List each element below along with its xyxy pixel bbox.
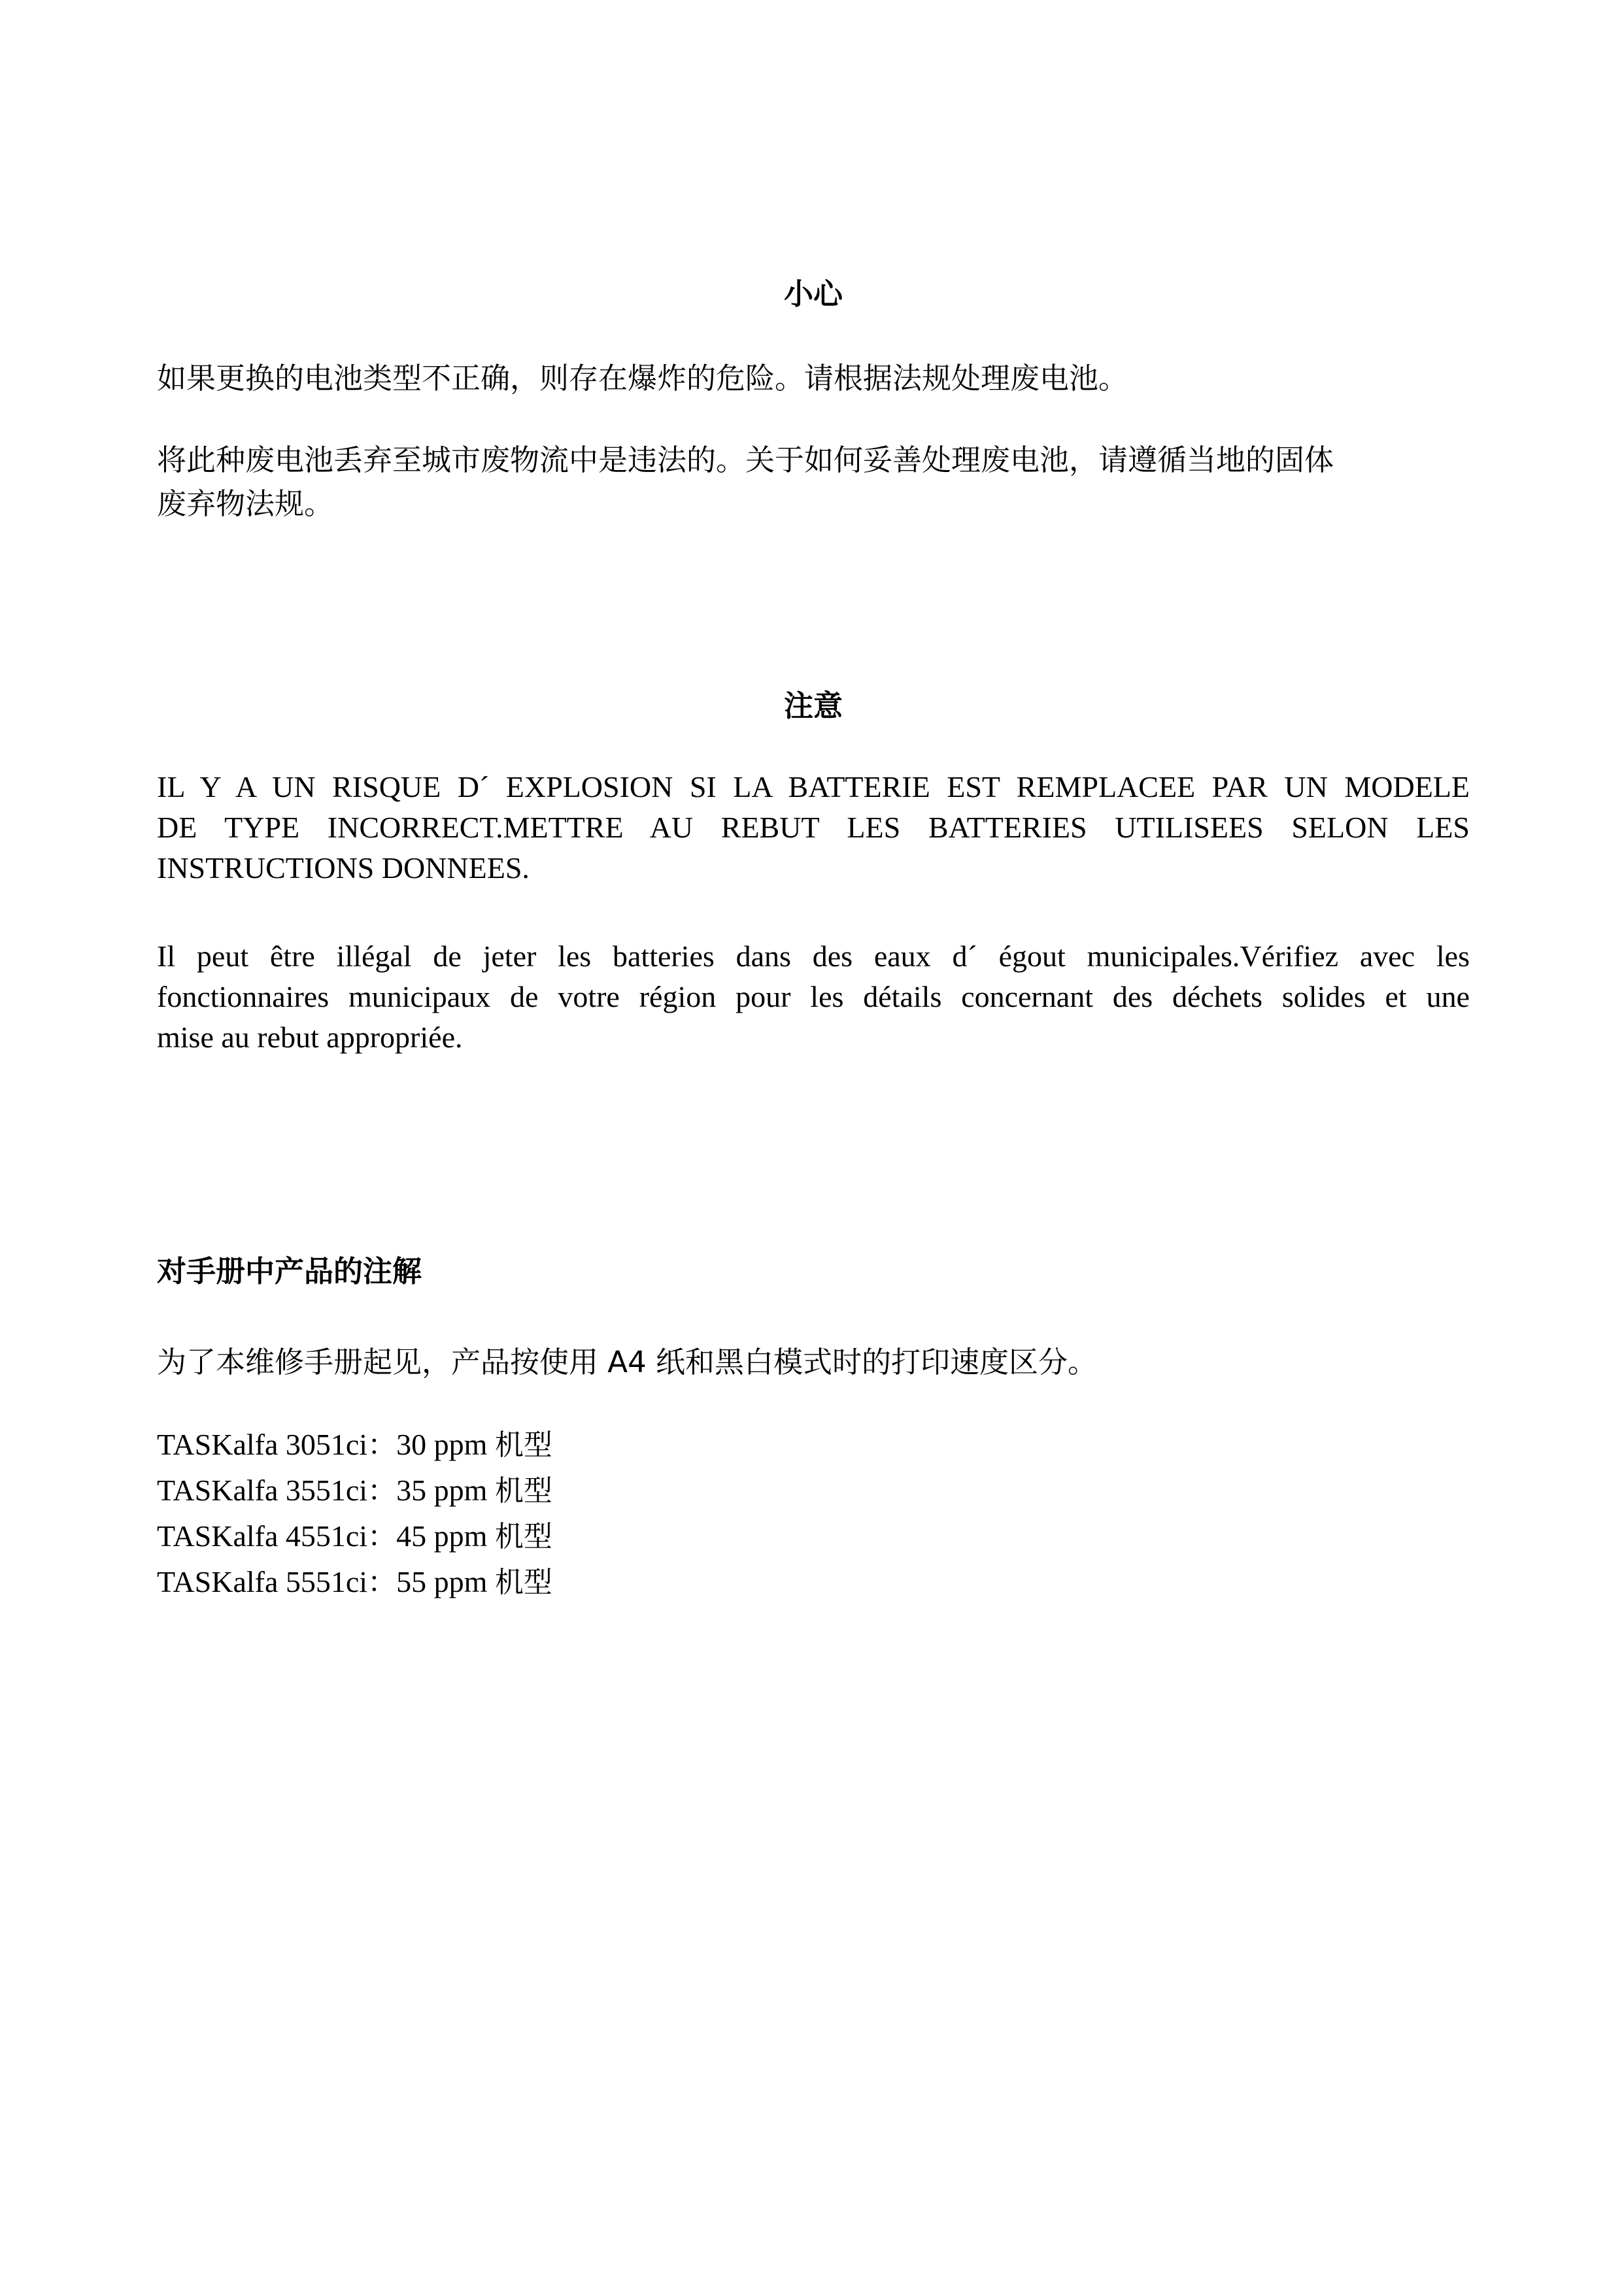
caution-cn-paragraph-1-line: 如果更换的电池类型不正确，则存在爆炸的危险。请根据法规处理废电池。 [157, 361, 1128, 396]
caution-cn-paragraph-2-line-1: 将此种废电池丢弃至城市废物流中是违法的。关于如何妥善处理废电池，请遵循当地的固体 [157, 443, 1334, 477]
caution-cn-paragraph-2-line-2: 废弃物法规。 [157, 486, 334, 521]
caution-fr-title: 注意 [783, 688, 843, 723]
product-notes-intro-line: 为了本维修手册起见，产品按使用 A4 纸和黑白模式时的打印速度区分。 [157, 1345, 1098, 1379]
caution-cn-title: 小心 [783, 277, 843, 311]
model-separator: ： [367, 1520, 397, 1553]
caution-fr-paragraph-2-line-1: Il peut être illégal de jeter les batteries dans des eaux d´ égout municipales.Vérifiez avec les [157, 939, 1470, 973]
caution-fr-paragraph-1 [157, 767, 1470, 888]
model-name: TASKalfa 3551ci [157, 1474, 368, 1507]
model-suffix: 机型 [494, 1474, 552, 1508]
product-notes-intro [157, 1340, 1470, 1384]
model-speed: 30 ppm [396, 1428, 488, 1461]
list-item [157, 1422, 552, 1468]
product-notes-title: 对手册中产品的注解 [157, 1254, 422, 1289]
model-name: TASKalfa 3051ci [157, 1428, 368, 1461]
caution-fr-paragraph-2 [157, 936, 1470, 1058]
model-suffix: 机型 [494, 1566, 552, 1599]
caution-fr-paragraph-1-line-2: DE TYPE INCORRECT.METTRE AU REBUT LES BATTERIES UTILISEES SELON LES [157, 811, 1470, 844]
caution-cn-paragraph-1 [157, 356, 1470, 400]
list-item [157, 1513, 552, 1559]
caution-fr-paragraph-2-line-2: fonctionnaires municipaux de votre région pour les détails concernant des déchets solides et une [157, 980, 1470, 1013]
model-speed: 45 ppm [396, 1519, 488, 1553]
model-speed: 55 ppm [396, 1565, 488, 1598]
model-speed: 35 ppm [396, 1474, 488, 1507]
list-item [157, 1559, 552, 1605]
model-separator: ： [367, 1428, 397, 1462]
caution-fr-paragraph-1-line-3: INSTRUCTIONS DONNEES. [157, 851, 530, 885]
list-item [157, 1468, 552, 1513]
model-list [157, 1422, 552, 1605]
caution-fr-paragraph-2-line-3: mise au rebut appropriée. [157, 1020, 463, 1054]
model-separator: ： [367, 1566, 397, 1599]
document-page [157, 0, 1470, 2294]
model-suffix: 机型 [494, 1428, 552, 1462]
model-separator: ： [367, 1474, 397, 1508]
model-name: TASKalfa 4551ci [157, 1519, 368, 1553]
model-suffix: 机型 [494, 1520, 552, 1553]
model-name: TASKalfa 5551ci [157, 1565, 368, 1598]
caution-fr-paragraph-1-line-1: IL Y A UN RISQUE D´ EXPLOSION SI LA BATTERIE EST REMPLACEE PAR UN MODELE [157, 770, 1470, 803]
caution-cn-paragraph-2 [157, 438, 1470, 526]
